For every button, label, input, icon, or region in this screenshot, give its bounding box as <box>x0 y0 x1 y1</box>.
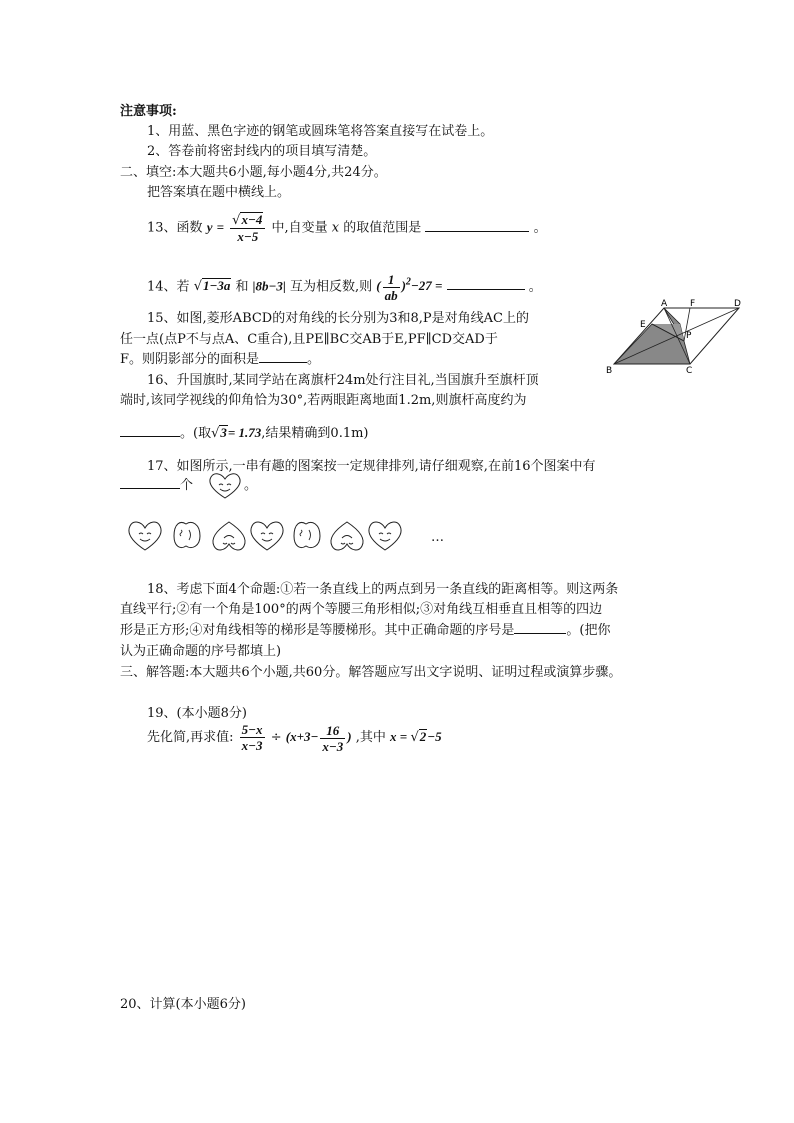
q18-line-4: 认为正确命题的序号都填上) <box>120 644 282 659</box>
label-e: E <box>640 320 646 330</box>
q15-line-2: 任一点(点P不与点A、C重合),且PE∥BC交AB于E,PF∥CD交AD于 <box>120 332 498 347</box>
notice-item-1: 1、用蓝、黑色字迹的钢笔或圆珠笔将答案直接写在试卷上。 <box>147 124 494 139</box>
pattern-2-side-heart-icon <box>174 523 200 548</box>
label-f: F <box>690 299 696 309</box>
q15-line-1: 15、如图,菱形ABCD的对角线的长分别为3和8,P是对角线AC上的 <box>147 311 529 326</box>
section3-heading: 三、解答题:本大题共6个小题,共60分。解答题应写出文字说明、证明过程或演算步骤。 <box>120 665 622 680</box>
q16-line-3: 。(取√3= 1.73,结果精确到0.1m) <box>120 422 369 441</box>
question-14: 14、若 √1−3a 和 |8b−3| 互为相反数,则 ( $\frac{1}{ab}$ )$^2$−27 = 。 <box>147 272 542 303</box>
pattern-7-smile-heart-icon <box>369 522 401 550</box>
label-a: A <box>661 299 668 309</box>
section2-heading: 二、填空:本大题共6小题,每小题4分,共24分。 <box>120 165 387 180</box>
label-c: C <box>686 366 693 376</box>
pattern-ellipsis: … <box>431 530 444 545</box>
pattern-6-down-heart-icon <box>331 522 363 550</box>
q18-answer-blank[interactable] <box>514 621 566 634</box>
q16-answer-blank[interactable] <box>120 424 180 437</box>
q15-answer-blank[interactable] <box>259 350 307 363</box>
section2-instruction: 把答案填在题中横线上。 <box>147 185 291 200</box>
pattern-1-smile-heart-icon <box>129 522 161 550</box>
q19-title: 19、(本小题8分) <box>147 706 247 721</box>
q15-line-3: F。则阴影部分的面积是 。 <box>120 352 321 367</box>
notice-title: 注意事项: <box>120 104 177 119</box>
heart-smile-icon <box>207 471 243 501</box>
q16-line-2: 端时,该同学视线的仰角恰为30°,若两眼距离地面1.2m,则旗杆高度约为 <box>120 393 527 408</box>
q13-answer-blank[interactable] <box>425 219 529 232</box>
notice-item-2: 2、答卷前将密封线内的项目填写清楚。 <box>147 144 377 159</box>
q17-answer-blank[interactable] <box>120 476 180 489</box>
pattern-3-down-heart-icon <box>213 522 245 550</box>
q14-answer-blank[interactable] <box>447 277 525 290</box>
question-13: 13、函数 y = $\frac{√x-4}{x-5}$ 中,自变量 x 的取值范围是 。 <box>147 212 547 244</box>
label-b: B <box>606 366 613 376</box>
rhombus-figure <box>600 296 750 376</box>
pattern-4-smile-heart-icon <box>251 522 283 550</box>
q16-line-1: 16、升国旗时,某同学站在离旗杆24m处行注目礼,当国旗升至旗杆顶 <box>147 373 539 388</box>
q19-expression: 先化简,再求值: $\frac{5-x}{x-3}$ ÷ (x+3− $\frac{16}{x-3}$ ) ,其中 x = √2−5 <box>147 722 442 754</box>
pattern-5-side-heart-icon <box>294 523 320 548</box>
label-d: D <box>734 299 741 309</box>
heart-pattern-row <box>126 518 416 554</box>
q17-line-1: 17、如图所示,一串有趣的图案按一定规律排列,请仔细观察,在前16个图案中有 <box>147 459 596 474</box>
label-p: P <box>686 331 692 341</box>
q17-line-2: 个 <box>120 474 193 493</box>
q20-title: 20、计算(本小题6分) <box>120 997 246 1012</box>
q18-line-2: 直线平行;②有一个角是100°的两个等腰三角形相似;③对角线互相垂直且相等的四边 <box>120 602 603 617</box>
q18-line-3: 形是正方形;④对角线相等的梯形是等腰梯形。其中正确命题的序号是 。(把你 <box>120 623 611 638</box>
q13-fraction: $\frac{√x-4}{x-5}$ <box>230 212 265 244</box>
q18-line-1: 18、考虑下面4个命题:①若一条直线上的两点到另一条直线的距离相等。则这两条 <box>147 582 619 597</box>
